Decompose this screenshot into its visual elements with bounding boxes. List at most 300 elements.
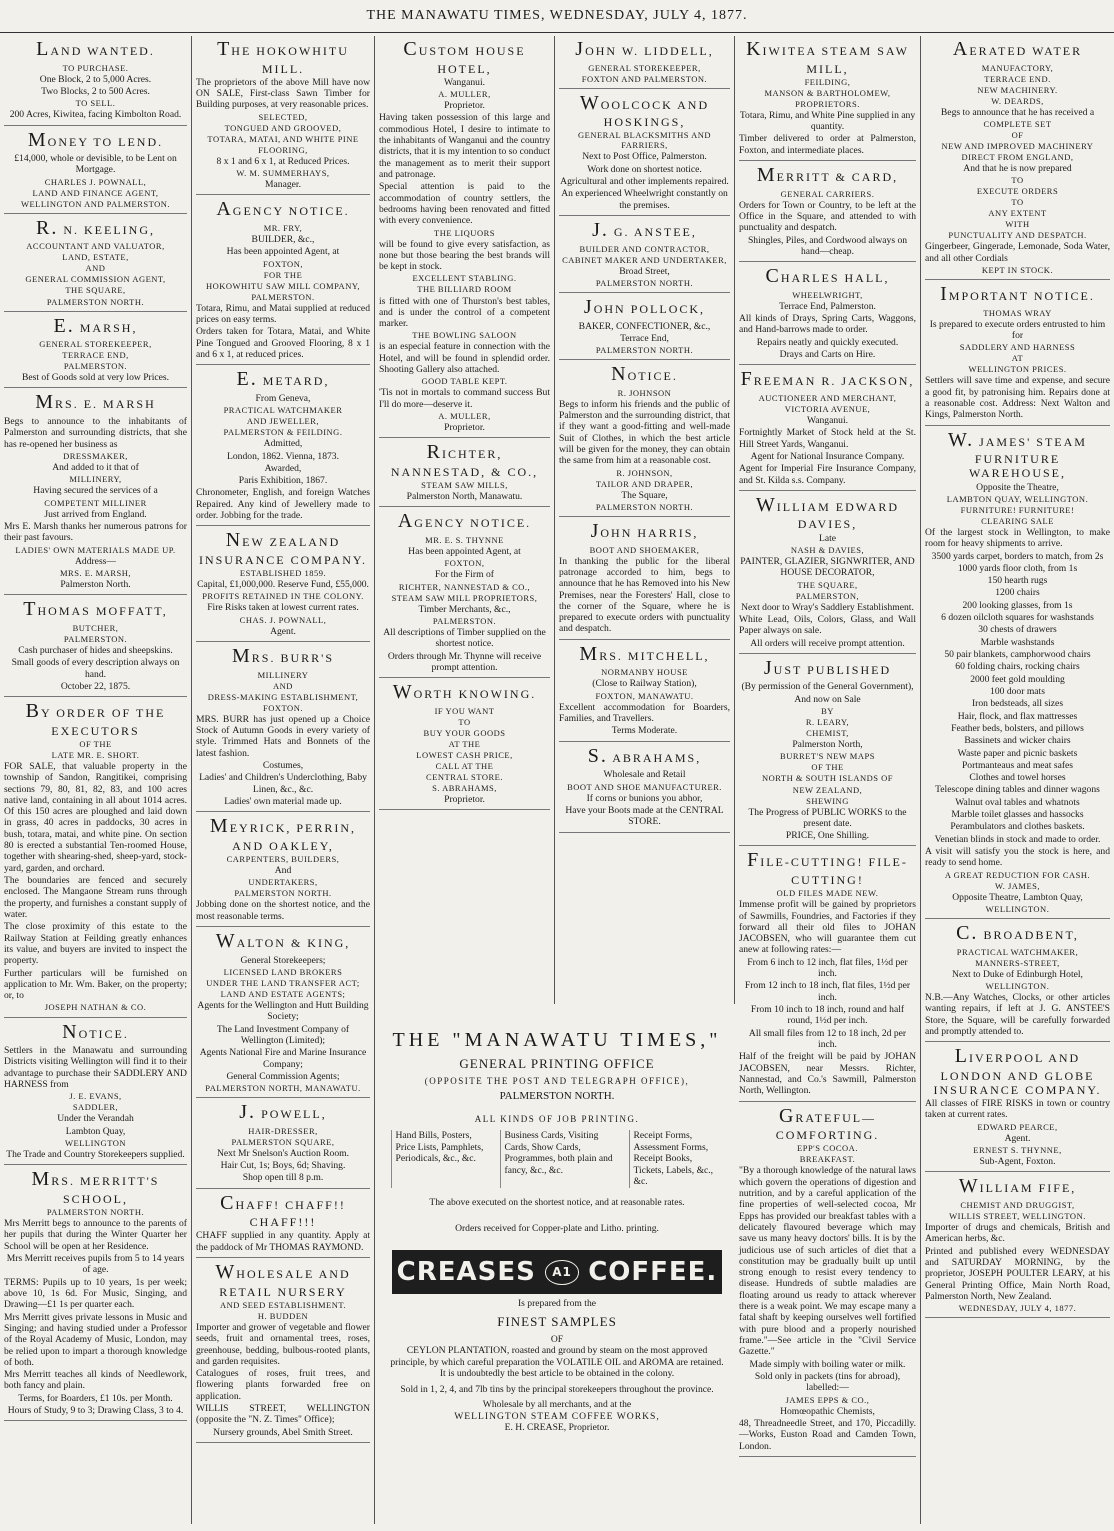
- advertisement: [559, 92, 730, 216]
- ad-line: Homœopathic Chemists,: [780, 1405, 875, 1417]
- ad-line: DIRECT FROM ENGLAND,: [961, 152, 1074, 163]
- ad-heading: MRS. MERRITT'S SCHOOL,: [31, 1168, 160, 1206]
- ad-heading: AGENCY NOTICE.: [216, 198, 350, 221]
- ad-line: BUTCHER,: [72, 622, 119, 633]
- ad-line: PALMERSTON NORTH.: [46, 1207, 145, 1218]
- ad-line: CARPENTERS, BUILDERS,: [226, 854, 340, 865]
- ad-line: PALMERSTON NORTH.: [234, 888, 332, 899]
- ad-line: WHEELWRIGHT,: [792, 289, 863, 300]
- ad-line: KEPT IN STOCK.: [981, 265, 1054, 276]
- ad-line: Having taken possession of this large and commodious Hotel, I desire to intimate to the inhabitants of Wanganui and the country districts, that it is my intention to so conduct the management as to merit their support and patronage.: [379, 112, 550, 180]
- ad-line: Jobbing done on the shortest notice, and the most reasonable terms.: [196, 899, 370, 922]
- ad-line: Venetian blinds in stock and made to order.: [934, 833, 1101, 845]
- ad-line: JOSEPH NATHAN & CO.: [44, 1002, 147, 1013]
- advertisement: [379, 510, 550, 678]
- printing-note-1: The above executed on the shortest notice, and at reasonable rates.: [429, 1197, 685, 1209]
- ad-line: Capital, £1,000,000. Reserve Fund, £55,000.: [197, 579, 369, 591]
- advertisement: [739, 494, 916, 654]
- ad-line: BOOT AND SHOE MANUFACTURER.: [567, 781, 722, 792]
- ad-heading: WALTON & KING,: [215, 930, 351, 953]
- ad-line: R. JOHNSON,: [616, 467, 673, 478]
- ad-line: From Geneva,: [255, 392, 311, 404]
- ad-line: TAILOR AND DRAPER,: [595, 478, 694, 489]
- coffee-line-8: E. H. CREASE, Proprietor.: [504, 1422, 610, 1434]
- ad-line: One Block, 2 to 5,000 Acres.: [39, 73, 152, 85]
- ad-heading: MRS. E. MARSH: [35, 391, 156, 414]
- ad-line: MR. FRY,: [263, 222, 303, 233]
- ad-heading: MEYRICK, PERRIN, AND OAKLEY,: [209, 815, 357, 853]
- ad-line: Hair, flock, and flax mattresses: [957, 710, 1078, 722]
- advertisement: [4, 38, 187, 126]
- ad-line: Terrace End,: [620, 332, 669, 344]
- ad-line: Two Blocks, 2 to 500 Acres.: [41, 85, 150, 97]
- ad-line: All kinds of Drays, Spring Carts, Waggons, and Hand-barrows made to order.: [739, 313, 916, 336]
- ad-line: (By permission of the General Government),: [741, 681, 914, 693]
- ad-line: NORTH & SOUTH ISLANDS OF: [762, 773, 893, 784]
- ad-line: THOMAS WRAY: [983, 307, 1052, 318]
- ad-heading: MONEY TO LEND.: [27, 128, 164, 151]
- ad-line: THE LIQUORS: [434, 227, 495, 238]
- ad-line: TOTARA, MATAI, AND WHITE PINE: [207, 133, 359, 144]
- ad-line: MILLINERY,: [69, 474, 122, 485]
- ad-heading: JOHN W. LIDDELL,: [575, 38, 714, 60]
- jobs-col-2: Business Cards, Visiting Cards, Show Cards, Programmes, both plain and fancy, &c., &c.: [500, 1130, 615, 1188]
- ad-line: Wholesale and Retail: [603, 769, 686, 781]
- ad-line: PALMERSTON & FEILDING.: [223, 427, 343, 438]
- ad-line: Made simply with boiling water or milk.: [749, 1358, 906, 1370]
- ad-line: Work done on shortest notice.: [587, 163, 702, 175]
- ad-line: H. BUDDEN: [257, 1310, 309, 1321]
- ad-line: Hours of Study, 9 to 3; Drawing Class, 3 to 4.: [7, 1405, 184, 1417]
- ad-line: Sub-Agent, Foxton.: [979, 1156, 1056, 1168]
- advertisement: [739, 38, 916, 161]
- ad-line: W. DEARDS,: [991, 95, 1044, 106]
- ad-line: PALMERSTON.: [63, 361, 128, 372]
- ad-line: W. JAMES,: [994, 880, 1041, 891]
- ad-line: The Trade and Country Storekeepers supplied.: [6, 1149, 185, 1161]
- ad-line: Mrs E. Marsh thanks her numerous patrons for their past favours.: [4, 520, 187, 544]
- ad-line: "By a thorough knowledge of the natural laws which govern the operations of digestion and nutrition, and by a careful application of the fine properties of well-selected cocoa, Mr Epps has provided our breakfast tables with a delicately flavoured beverage which may save us many heavy doctors' bills. It is by the judicious use of such articles of diet that a constitution may be gradually built up until strong enough to resist every tendency to disease. Hundreds of subtle maladies are floating around us ready to attack wherever there is a weak point. We may escape many a fatal shaft by keeping ourselves well fortified with pure blood and a properly nourished frame."—See article in the "Civil Service Gazette.": [739, 1165, 916, 1358]
- ad-line: WELLINGTON: [64, 1138, 127, 1148]
- ad-line: TO: [1011, 197, 1024, 208]
- ad-line: Broad Street,: [619, 265, 670, 277]
- ad-line: Manager.: [265, 179, 301, 191]
- ad-line: TERRACE END,: [62, 350, 129, 361]
- ad-line: Next to Duke of Edinburgh Hotel,: [952, 968, 1083, 980]
- ad-line: Wanganui.: [443, 76, 486, 88]
- ad-heading: E. MARSH,: [53, 314, 138, 337]
- ad-line: 6 dozen oilcloth squares for washstands: [941, 612, 1094, 624]
- ad-line: 100 door mats: [990, 685, 1045, 697]
- advertisement: [196, 368, 370, 526]
- advertisement: [379, 441, 550, 507]
- ad-line: Have your Boots made at the CENTRAL STORE.: [565, 804, 724, 828]
- ad-heading: WOOLCOCK AND HOSKINGS,: [579, 91, 710, 130]
- ad-line: CLEARING SALE: [981, 515, 1054, 526]
- ad-heading: THE HOKOWHITU MILL.: [217, 38, 349, 76]
- ad-line: AT THE: [448, 738, 481, 749]
- ad-heading: JOHN HARRIS,: [590, 520, 699, 542]
- ad-line: (Close to Railway Station),: [592, 678, 697, 690]
- ad-heading: JOHN POLLOCK,: [583, 295, 706, 318]
- ad-line: IF YOU WANT: [434, 705, 495, 716]
- ad-line: BAKER, CONFECTIONER, &c.,: [578, 320, 711, 332]
- ad-line: UNDERTAKERS,: [248, 877, 318, 888]
- ad-line: 50 pair blankets, camphorwood chairs: [944, 649, 1091, 660]
- advertisement: [925, 922, 1110, 1042]
- ad-line: 200 looking glasses, from 1s: [962, 599, 1073, 611]
- ad-line: FURNITURE! FURNITURE!: [960, 504, 1075, 515]
- ad-line: Paris Exhibition, 1867.: [238, 475, 328, 487]
- ad-line: A. MULLER,: [438, 411, 491, 422]
- ad-line: Settlers in the Manawatu and surrounding Districts visiting Wellington will find it to their advantage to purchase their SADDLERY AND HARNESS from: [4, 1045, 187, 1091]
- ad-line: LAND, ESTATE,: [62, 252, 129, 263]
- ad-line: FOXTON, MANAWATU.: [595, 690, 694, 701]
- ad-line: PALMERSTON.: [432, 616, 497, 627]
- ad-heading: CHAFF! CHAFF!! CHAFF!!!: [220, 1191, 346, 1230]
- ad-heading: CHARLES HALL,: [765, 265, 890, 288]
- ad-line: AND: [85, 263, 106, 274]
- ad-heading: C. BROADBENT,: [956, 921, 1079, 944]
- ad-line: A. MULLER,: [438, 89, 491, 100]
- ad-heading: LAND WANTED.: [36, 38, 155, 60]
- ad-line: October 22, 1875.: [60, 680, 131, 692]
- ad-line: Bassinets and wicker chairs: [964, 735, 1071, 747]
- ad-line: In thanking the public for the liberal patronage accorded to him, begs to announce that he has Removed into his New Premises, near the Foresters' Hall, close to the corner of the Square, where he is prepared to execute orders with punctuality and despatch.: [559, 555, 730, 635]
- coffee-line-5: Sold in 1, 2, 4, and 7lb tins by the principal storekeepers throughout the province.: [400, 1383, 714, 1395]
- ad-line: WELLINGTON.: [985, 980, 1050, 991]
- ad-line: VICTORIA AVENUE,: [784, 404, 871, 414]
- ad-line: PAINTER, GLAZIER, SIGNWRITER, AND HOUSE DECORATOR,: [740, 555, 915, 579]
- ad-line: Awarded,: [264, 462, 302, 474]
- ad-line: THE BOWLING SALOON: [412, 330, 517, 341]
- ad-line: NEW ZEALAND,: [792, 784, 863, 795]
- printing-alljob: ALL KINDS OF JOB PRINTING.: [474, 1113, 640, 1124]
- ad-line: PROPRIETORS.: [795, 98, 860, 109]
- ad-line: All classes of FIRE RISKS in town or country taken at current rates.: [925, 1098, 1110, 1121]
- ad-line: Has been appointed Agent, at: [226, 246, 340, 258]
- advertisement: [739, 265, 916, 365]
- ad-line: Drays and Carts on Hire.: [779, 349, 876, 361]
- ad-line: Begs to announce to the inhabitants of Palmerston and surrounding districts, that she has re-opened her business as: [4, 416, 187, 450]
- ad-line: SADDLERY AND HARNESS: [959, 342, 1076, 353]
- ad-line: LAND AND ESTATE AGENTS;: [220, 988, 346, 999]
- ad-line: MANSON & BARTHOLOMEW,: [764, 87, 891, 98]
- advertisement: [4, 700, 187, 1017]
- printing-note-2: Orders received for Copper-plate and Litho. printing.: [455, 1222, 659, 1234]
- ad-line: 2000 feet gold moulding: [970, 673, 1065, 685]
- ad-line: PALMERSTON NORTH.: [46, 296, 145, 307]
- ad-heading: GRATEFUL—COMFORTING.: [775, 1104, 880, 1143]
- ad-line: Has been appointed Agent, at: [408, 546, 521, 558]
- ad-line: 8 x 1 and 6 x 1, at Reduced Prices.: [216, 155, 350, 167]
- ad-line: Proprietor.: [444, 100, 485, 112]
- ad-heading: WILLIAM FIFE,: [958, 1175, 1077, 1198]
- advertisement: [4, 1168, 187, 1421]
- ad-heading: MERRITT & CARD,: [756, 164, 899, 187]
- ad-line: MILLINERY: [257, 669, 309, 680]
- ad-line: PRACTICAL WATCHMAKER: [223, 405, 343, 416]
- ad-line: SADDLER,: [72, 1102, 119, 1113]
- ad-heading: IMPORTANT NOTICE.: [940, 283, 1095, 306]
- ad-line: AND JEWELLER,: [246, 416, 320, 427]
- ad-line: And that he is now prepared: [963, 163, 1072, 175]
- ad-line: Next door to Wray's Saddlery Establishment.: [741, 601, 914, 613]
- ad-heading: J. G. ANSTEE,: [592, 218, 697, 241]
- ad-line: Hair Cut, 1s; Boys, 6d; Shaving.: [220, 1160, 346, 1172]
- ad-line: The close proximity of this estate to the Railway Station at Feilding greatly enhances its value, and buyers are invited to inspect the property.: [4, 921, 187, 967]
- ad-heading: WILLIAM EDWARD DAVIES,: [755, 493, 900, 532]
- ad-line: Cash purchaser of hides and sheepskins.: [18, 644, 173, 656]
- ad-line: Shingles, Piles, and Cordwood always on hand—cheap.: [747, 234, 908, 257]
- ad-line: All descriptions of Timber supplied on the shortest notice.: [383, 627, 546, 650]
- ad-line: RICHTER, NANNESTAD & CO.,: [398, 581, 531, 592]
- ad-line: Gingerbeer, Gingerade, Lemonade, Soda Water, and all other Cordials: [925, 241, 1110, 264]
- ad-line: Mrs Merritt begs to announce to the parents of her pupils that during the Winter Quarter her School will be open at her Residence.: [4, 1218, 187, 1252]
- ad-line: LICENSED LAND BROKERS: [223, 966, 343, 977]
- ad-line: OLD FILES MADE NEW.: [776, 888, 879, 899]
- advertisement: [4, 1021, 187, 1166]
- ad-line: Having secured the services of a: [33, 485, 158, 497]
- ad-line: Agricultural and other implements repaired.: [560, 176, 729, 188]
- ad-line: All small files from 12 to 18 inch, 2d per inch.: [748, 1027, 907, 1050]
- ad-line: Importer and grower of vegetable and flower seeds, fruit and ornamental trees, roses, greenhouse, bedding, bulbous-rooted plants, and garden requisites.: [196, 1321, 370, 1367]
- ad-line: R. JOHNSON: [617, 387, 672, 398]
- ad-line: is an especial feature in connection with the Hotel, and will be found in splendid order. Shooting Gallery also attached.: [379, 341, 550, 376]
- banner-left: CREASES: [396, 1256, 536, 1287]
- ad-line: TONGUED AND GROOVED,: [224, 122, 342, 133]
- ad-line: BREAKFAST.: [799, 1154, 856, 1165]
- ad-line: Next to Post Office, Palmerston.: [582, 151, 707, 163]
- ad-line: FOXTON,: [263, 258, 303, 269]
- ad-line: PUNCTUALITY AND DESPATCH.: [948, 230, 1087, 241]
- ad-heading: KIWITEA STEAM SAW MILL,: [746, 38, 909, 76]
- advertisement: [196, 1261, 370, 1443]
- ad-line: PALMERSTON,: [795, 590, 860, 601]
- ad-line: FOR THE: [263, 269, 303, 280]
- ad-line: Fire Risks taken at lowest current rates.: [207, 602, 359, 614]
- ad-line: Under the Verandah: [57, 1113, 134, 1125]
- ad-line: WELLINGTON AND PALMERSTON.: [20, 198, 171, 209]
- ad-line: ESTABLISHED 1859.: [239, 568, 327, 579]
- ad-line: Proprietor.: [444, 794, 485, 806]
- advertisement: [196, 529, 370, 642]
- ad-line: General Storekeepers;: [240, 954, 326, 966]
- ad-line: Best of Goods sold at very low Prices.: [21, 372, 170, 384]
- ad-line: Portmanteaus and meat safes: [961, 759, 1074, 771]
- advertisement: [559, 219, 730, 293]
- ad-line: 200 Acres, Kiwitea, facing Kimbolton Road.: [9, 109, 182, 121]
- ad-line: PALMERSTON NORTH, MANAWATU.: [205, 1083, 361, 1094]
- advertisement: [4, 391, 187, 595]
- coffee-line-2: FINEST SAMPLES: [497, 1313, 617, 1329]
- advertisement: [4, 315, 187, 389]
- advertisement: [379, 38, 550, 438]
- ad-line: A visit will satisfy you the stock is here, and ready to send home.: [925, 846, 1110, 869]
- ad-line: FLOORING,: [258, 144, 308, 155]
- ad-line: WELLINGTON.: [985, 903, 1050, 914]
- ad-line: OF THE: [811, 762, 844, 773]
- ad-line: Mrs Merritt teaches all kinds of Needlework, both fancy and plain.: [4, 1369, 187, 1392]
- advertisement: [559, 745, 730, 833]
- ad-line: TO: [458, 716, 471, 727]
- ad-line: PALMERSTON SQUARE,: [231, 1136, 335, 1147]
- ad-heading: FILE-CUTTING! FILE-CUTTING!: [747, 849, 908, 888]
- ad-line: WITH: [1005, 219, 1030, 230]
- column-4: [555, 36, 735, 1004]
- advertisement: [739, 849, 916, 1101]
- ad-line: R. LEARY,: [805, 717, 850, 728]
- ad-line: DRESS-MAKING ESTABLISHMENT,: [207, 691, 359, 702]
- ad-heading: JUST PUBLISHED: [763, 656, 892, 679]
- ad-line: MR. E. S. THYNNE: [425, 535, 504, 546]
- ad-line: TO SELL.: [75, 98, 116, 109]
- ad-line: Begs to inform his friends and the public of Palmerston and the surrounding district, that if they want a good-fitting and well-made Suit of Clothes, in which the best article will be given for the money, they can obtain the same from him at a reasonable cost.: [559, 398, 730, 467]
- ad-line: MANNERS-STREET,: [975, 957, 1060, 968]
- ad-line: BY: [821, 706, 834, 717]
- ad-heading: RICHTER, NANNESTAD, & CO.,: [390, 441, 539, 479]
- advertisement: [196, 198, 370, 365]
- ad-line: Ladies' own material made up.: [224, 795, 342, 807]
- ad-line: FOXTON AND PALMERSTON.: [581, 73, 708, 84]
- ad-line: Agents for the Wellington and Hutt Building Society;: [197, 999, 369, 1023]
- coffee-line-6: Wholesale by all merchants, and at the: [482, 1399, 632, 1411]
- ad-line: A GREAT REDUCTION FOR CASH.: [944, 869, 1091, 880]
- ad-line: TO PURCHASE.: [62, 62, 129, 73]
- ad-heading: AERATED WATER: [952, 38, 1083, 60]
- column-5: [735, 36, 921, 1524]
- advertisement: [196, 38, 370, 195]
- ad-line: OF: [1011, 129, 1024, 140]
- printing-office-ad: [380, 1008, 734, 1524]
- advertisement: [739, 368, 916, 491]
- ad-line: BUY YOUR GOODS: [423, 727, 506, 738]
- ad-line: Of the largest stock in Wellington, to make room for heavy shipments to arrive.: [925, 526, 1110, 550]
- ad-line: Timber Merchants, &c.,: [418, 603, 511, 615]
- ad-line: MRS. E. MARSH,: [59, 567, 131, 578]
- ad-line: SHEWING: [806, 795, 849, 806]
- ad-line: Agents National Fire and Marine Insurance Company;: [199, 1047, 367, 1070]
- coffee-line-1: Is prepared from the: [517, 1298, 597, 1310]
- ad-line: FOR SALE, that valuable property in the township of Sandon, Rangitikei, comprising sections 79, 80, 81, 82, 83, and 100 acres native land, containing in all about 1014 acres. Of this 150 acres are ploughed and laid down in grass, 40 acres in paddocks, 30 acres in bush, totara, matai, and white pine. On section 80 is erected a substantial Ten-roomed House, together with shearing-shed, sheep-yard, stock-yard, garden, and orchard.: [4, 760, 187, 874]
- ad-line: GENERAL BLACKSMITHS AND FARRIERS,: [577, 130, 712, 151]
- printing-subtitle: GENERAL PRINTING OFFICE: [459, 1056, 655, 1071]
- ad-heading: MRS. MITCHELL,: [579, 642, 710, 665]
- ad-line: LAMBTON QUAY, WELLINGTON.: [946, 493, 1089, 504]
- ad-line: Chronometer, English, and foreign Watches Repaired. Any kind of Jewellery made to order. Jobbing for the trade.: [196, 487, 370, 522]
- column-2: [192, 36, 375, 1524]
- ad-line: will be found to give every satisfaction, as none but those bearing the best brands will be kept in stock.: [379, 238, 550, 273]
- ad-line: Terms, for Boarders, £1 10s. per Month.: [18, 1392, 173, 1404]
- ad-line: MRS. BURR has just opened up a Choice Stock of Autumn Goods in every variety of style. Trimmed Hats and Bonnets of the latest fashion.: [196, 713, 370, 759]
- masthead: THE MANAWATU TIMES, WEDNESDAY, JULY 4, 1877.: [0, 0, 1114, 33]
- ad-heading: THOMAS MOFFATT,: [23, 598, 168, 621]
- ad-line: Address—: [74, 555, 117, 567]
- printing-title: THE "MANAWATU TIMES,": [392, 1029, 722, 1051]
- ad-line: Mrs Merritt gives private lessons in Music and Singing; and having studied under a Professor of the Royal Academy of Music, London, may be relied upon to impart a thorough knowledge of both.: [4, 1311, 187, 1368]
- ad-line: WELLINGTON PRICES.: [968, 364, 1067, 375]
- ad-line: Telescope dining tables and dinner wagons: [935, 784, 1100, 796]
- ad-line: Marble toilet glasses and hassocks: [951, 809, 1084, 821]
- ad-line: Catalogues of roses, fruit trees, and flowering plants forwarded free on application.: [196, 1368, 370, 1402]
- ad-line: TERMS: Pupils up to 10 years, 1s per week; above 10, 1s 6d. For Music, Singing, and Drawing—£1 1s per quarter each.: [4, 1276, 187, 1311]
- ad-line: And now on Sale: [794, 693, 861, 705]
- coffee-line-3: OF: [550, 1333, 564, 1345]
- column-6: [921, 36, 1114, 1524]
- ad-line: If corns or bunions you abhor,: [586, 792, 703, 804]
- advertisement: [4, 217, 187, 312]
- ad-line: FOXTON,: [444, 558, 485, 569]
- ad-line: COMPETENT MILLINER: [44, 497, 147, 508]
- ad-heading: NOTICE.: [611, 363, 678, 386]
- ad-line: Perambulators and clothes baskets.: [950, 821, 1085, 833]
- ad-line: SELECTED,: [258, 111, 308, 122]
- advertisement: [559, 643, 730, 742]
- advertisement: [739, 657, 916, 847]
- ad-line: GOOD TABLE KEPT.: [421, 376, 508, 387]
- crease-coffee-banner: [392, 1250, 722, 1294]
- advertisement: [196, 815, 370, 927]
- ad-line: Marble washstands: [980, 636, 1055, 648]
- ad-line: GENERAL STOREKEEPER,: [39, 339, 152, 350]
- advertisement: [925, 429, 1110, 919]
- ad-line: Totara, Rimu, and Matai supplied at reduced prices on easy terms.: [196, 302, 370, 325]
- ad-line: 3500 yards carpet, borders to match, from 2s: [931, 550, 1104, 562]
- ad-line: DRESSMAKER,: [63, 451, 128, 461]
- ad-line: is fitted with one of Thurston's best tables, and is under the control of a competent marker.: [379, 295, 550, 330]
- ad-line: EXECUTE ORDERS: [976, 186, 1059, 197]
- advertisement: [925, 38, 1110, 280]
- ad-line: MANUFACTORY,: [981, 62, 1054, 73]
- advertisement: [559, 296, 730, 360]
- ad-line: BURRET'S NEW MAPS: [780, 751, 875, 762]
- ad-line: LADIES' OWN MATERIALS MADE UP.: [15, 544, 176, 555]
- ad-line: Excellent accommodation for Boarders, Families, and Travellers.: [559, 701, 730, 725]
- ad-line: N.B.—Any Watches, Clocks, or other articles wanting repairs, if left at J. G. ANSTEE'S Store, the Square, will be carefully forwarded and promptly attended to.: [925, 991, 1110, 1037]
- ad-line: PRACTICAL WATCHMAKER,: [956, 946, 1079, 957]
- ad-heading: MRS. BURR'S: [232, 645, 334, 668]
- ad-line: Terrace End, Palmerston.: [779, 300, 876, 312]
- ad-line: Orders taken for Totara, Matai, and White Pine Tongued and Grooved Flooring, 8 x 1 and 6 x 1, at reduced prices.: [196, 326, 370, 360]
- ad-line: Further particulars will be furnished on application to Mr. Wm. Baker, on the property; or, to: [4, 967, 187, 1002]
- ad-line: JAMES EPPS & CO.,: [785, 1394, 870, 1405]
- ad-heading: NEW ZEALAND INSURANCE COMPANY.: [198, 529, 368, 567]
- printing-place: PALMERSTON NORTH.: [499, 1090, 615, 1103]
- ad-line: THE BILLIARD ROOM: [417, 284, 512, 295]
- ad-line: Small goods of every description always on hand.: [11, 657, 180, 680]
- ad-line: From 6 inch to 12 inch, flat files, 1½d per inch.: [747, 956, 908, 980]
- ad-line: Terms Moderate.: [611, 725, 678, 737]
- ad-line: The proprietors of the above Mill have now ON SALE, First-class Sawn Timber for Building purposes, at very reasonable prices.: [196, 76, 370, 111]
- ad-line: Just arrived from England.: [44, 508, 147, 520]
- advertisement: [196, 645, 370, 812]
- ad-line: Settlers will save time and expense, and secure a good fit, by patronising him. Repairs done at a reasonable cost. Address: Next Walton and Kings, Palmerston North.: [925, 375, 1110, 421]
- ad-line: STEAM SAW MILL PROPRIETORS,: [391, 592, 538, 603]
- ad-line: Fortnightly Market of Stock held at the St. Hill Street Yards, Wanganui.: [739, 427, 916, 450]
- ad-line: WEDNESDAY, JULY 4, 1877.: [958, 1303, 1077, 1314]
- ad-line: London, 1862. Vienna, 1873.: [227, 450, 339, 462]
- ad-line: PROFITS RETAINED IN THE COLONY.: [202, 591, 364, 602]
- ad-line: Next Mr Snelson's Auction Room.: [216, 1147, 350, 1159]
- ad-line: £14,000, whole or devisible, to be Lent on Mortgage.: [14, 153, 177, 176]
- ad-line: NASH & DAVIES,: [790, 544, 865, 555]
- ad-line: 'Tis not in mortals to command success But I'll do more—deserve it.: [379, 387, 550, 410]
- ad-heading: NOTICE.: [62, 1020, 129, 1043]
- ad-heading: E. METARD,: [236, 368, 330, 391]
- ad-heading: W. JAMES' STEAM FURNITURE WAREHOUSE,: [948, 428, 1087, 481]
- ad-line: 1200 chairs: [995, 587, 1040, 599]
- advertisement: [4, 129, 187, 214]
